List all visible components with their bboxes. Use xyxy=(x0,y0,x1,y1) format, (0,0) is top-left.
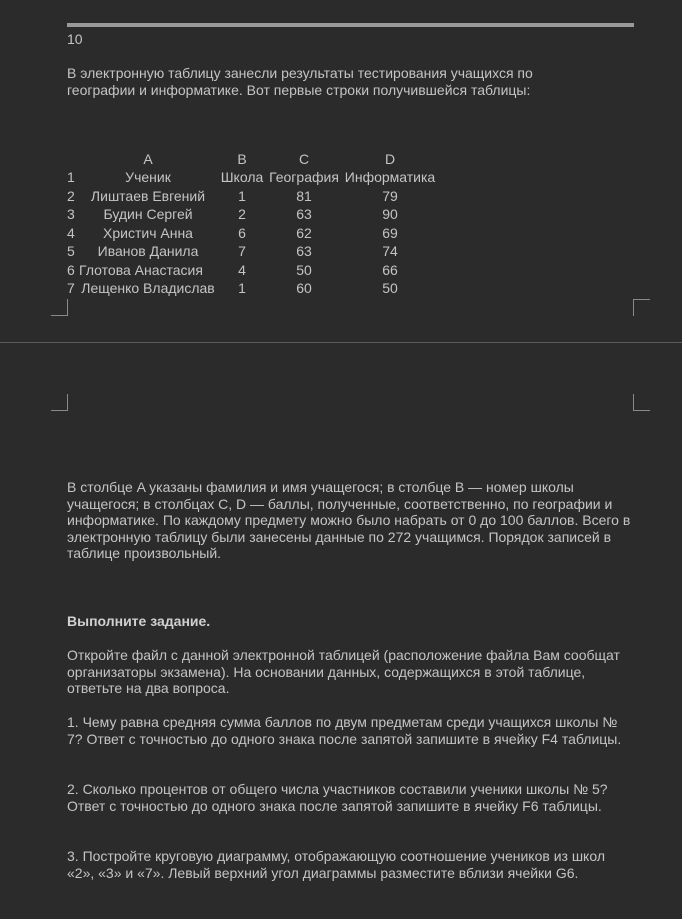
question-2: 2. Сколько процентов от общего числа участников составили ученики школы № 5? Ответ с точностью до одного знака после запятой запишите в ячейку F6 таблицы. xyxy=(67,781,608,814)
cell-student: Христич Анна xyxy=(103,225,193,241)
cell-student: Лещенко Владислав xyxy=(81,280,215,296)
header-informatics: Информатика xyxy=(344,169,436,185)
cell-school: 4 xyxy=(238,262,246,278)
row-number: 5 xyxy=(67,243,75,259)
col-letter-a: A xyxy=(143,151,153,167)
cell-geography: 63 xyxy=(296,243,312,259)
col-letter-b: B xyxy=(237,151,247,167)
cell-geography: 50 xyxy=(296,262,312,278)
question-1: 1. Чему равна средняя сумма баллов по двум предметам среди учащихся школы № 7? Ответ с точностью до одного знака после запятой запишите в ячейку F4 таблицы. xyxy=(67,714,622,747)
task-title: Выполните задание. xyxy=(67,613,211,629)
cell-geography: 60 xyxy=(296,280,312,296)
header-school: Школа xyxy=(220,169,264,185)
cell-informatics: 74 xyxy=(382,243,398,259)
page-break-divider xyxy=(0,342,682,343)
cell-school: 1 xyxy=(238,188,246,204)
question-3: 3. Постройте круговую диаграмму, отображающую соотношение учеников из школ «2», «3» и «7». Левый верхний угол диаграммы разместите вблизи ячейки G6. xyxy=(67,848,605,881)
cell-school: 1 xyxy=(238,280,246,296)
col-letter-d: D xyxy=(384,151,396,167)
task-number: 10 xyxy=(67,31,83,47)
cell-geography: 63 xyxy=(296,206,312,222)
row-number: 4 xyxy=(67,225,75,241)
row-number: 2 xyxy=(67,188,75,204)
cell-geography: 62 xyxy=(296,225,312,241)
cell-informatics: 79 xyxy=(382,188,398,204)
cell-school: 6 xyxy=(238,225,246,241)
cell-informatics: 50 xyxy=(382,280,398,296)
page-corner-mark xyxy=(633,299,650,316)
cell-geography: 81 xyxy=(296,188,312,204)
cell-school: 7 xyxy=(238,243,246,259)
cell-student: Глотова Анастасия xyxy=(79,262,203,278)
cell-school: 2 xyxy=(238,206,246,222)
header-student: Ученик xyxy=(125,169,171,185)
cell-informatics: 66 xyxy=(382,262,398,278)
col-letter-c: C xyxy=(298,151,310,167)
cell-informatics: 69 xyxy=(382,225,398,241)
cell-student: Иванов Данила xyxy=(97,243,199,259)
row-number: 6 xyxy=(67,262,75,278)
row-number: 3 xyxy=(67,206,75,222)
cell-student: Будин Сергей xyxy=(103,206,193,222)
row-number: 7 xyxy=(67,280,75,296)
page-corner-mark xyxy=(633,394,650,411)
page-corner-mark xyxy=(51,394,68,411)
page-top-rule xyxy=(67,23,634,27)
page-corner-mark xyxy=(51,299,68,316)
cell-student: Лиштаев Евгений xyxy=(90,188,206,204)
row-number: 1 xyxy=(67,169,75,185)
task-intro-paragraph: Откройте файл с данной электронной таблицей (расположение файла Вам сообщат организаторы экзамена). На основании данных, содержащихся в этой таблице, ответьте на два вопроса. xyxy=(67,647,620,696)
description-paragraph: В столбце A указаны фамилия и имя учащегося; в столбце B — номер школы учащегося; в столбцах C, D — баллы, полученные, соответственно, по географии и информатике. По каждому предмету можно было набрать от 0 до 100 баллов. Всего в электронную таблицу были занесены данные по 272 учащимся. Порядок записей в таблице произвольный. xyxy=(67,479,631,561)
cell-informatics: 90 xyxy=(382,206,398,222)
header-geography: География xyxy=(269,169,339,185)
intro-paragraph: В электронную таблицу занесли результаты тестирования учащихся по географии и информатике. Вот первые строки получившейся таблицы: xyxy=(67,65,533,98)
